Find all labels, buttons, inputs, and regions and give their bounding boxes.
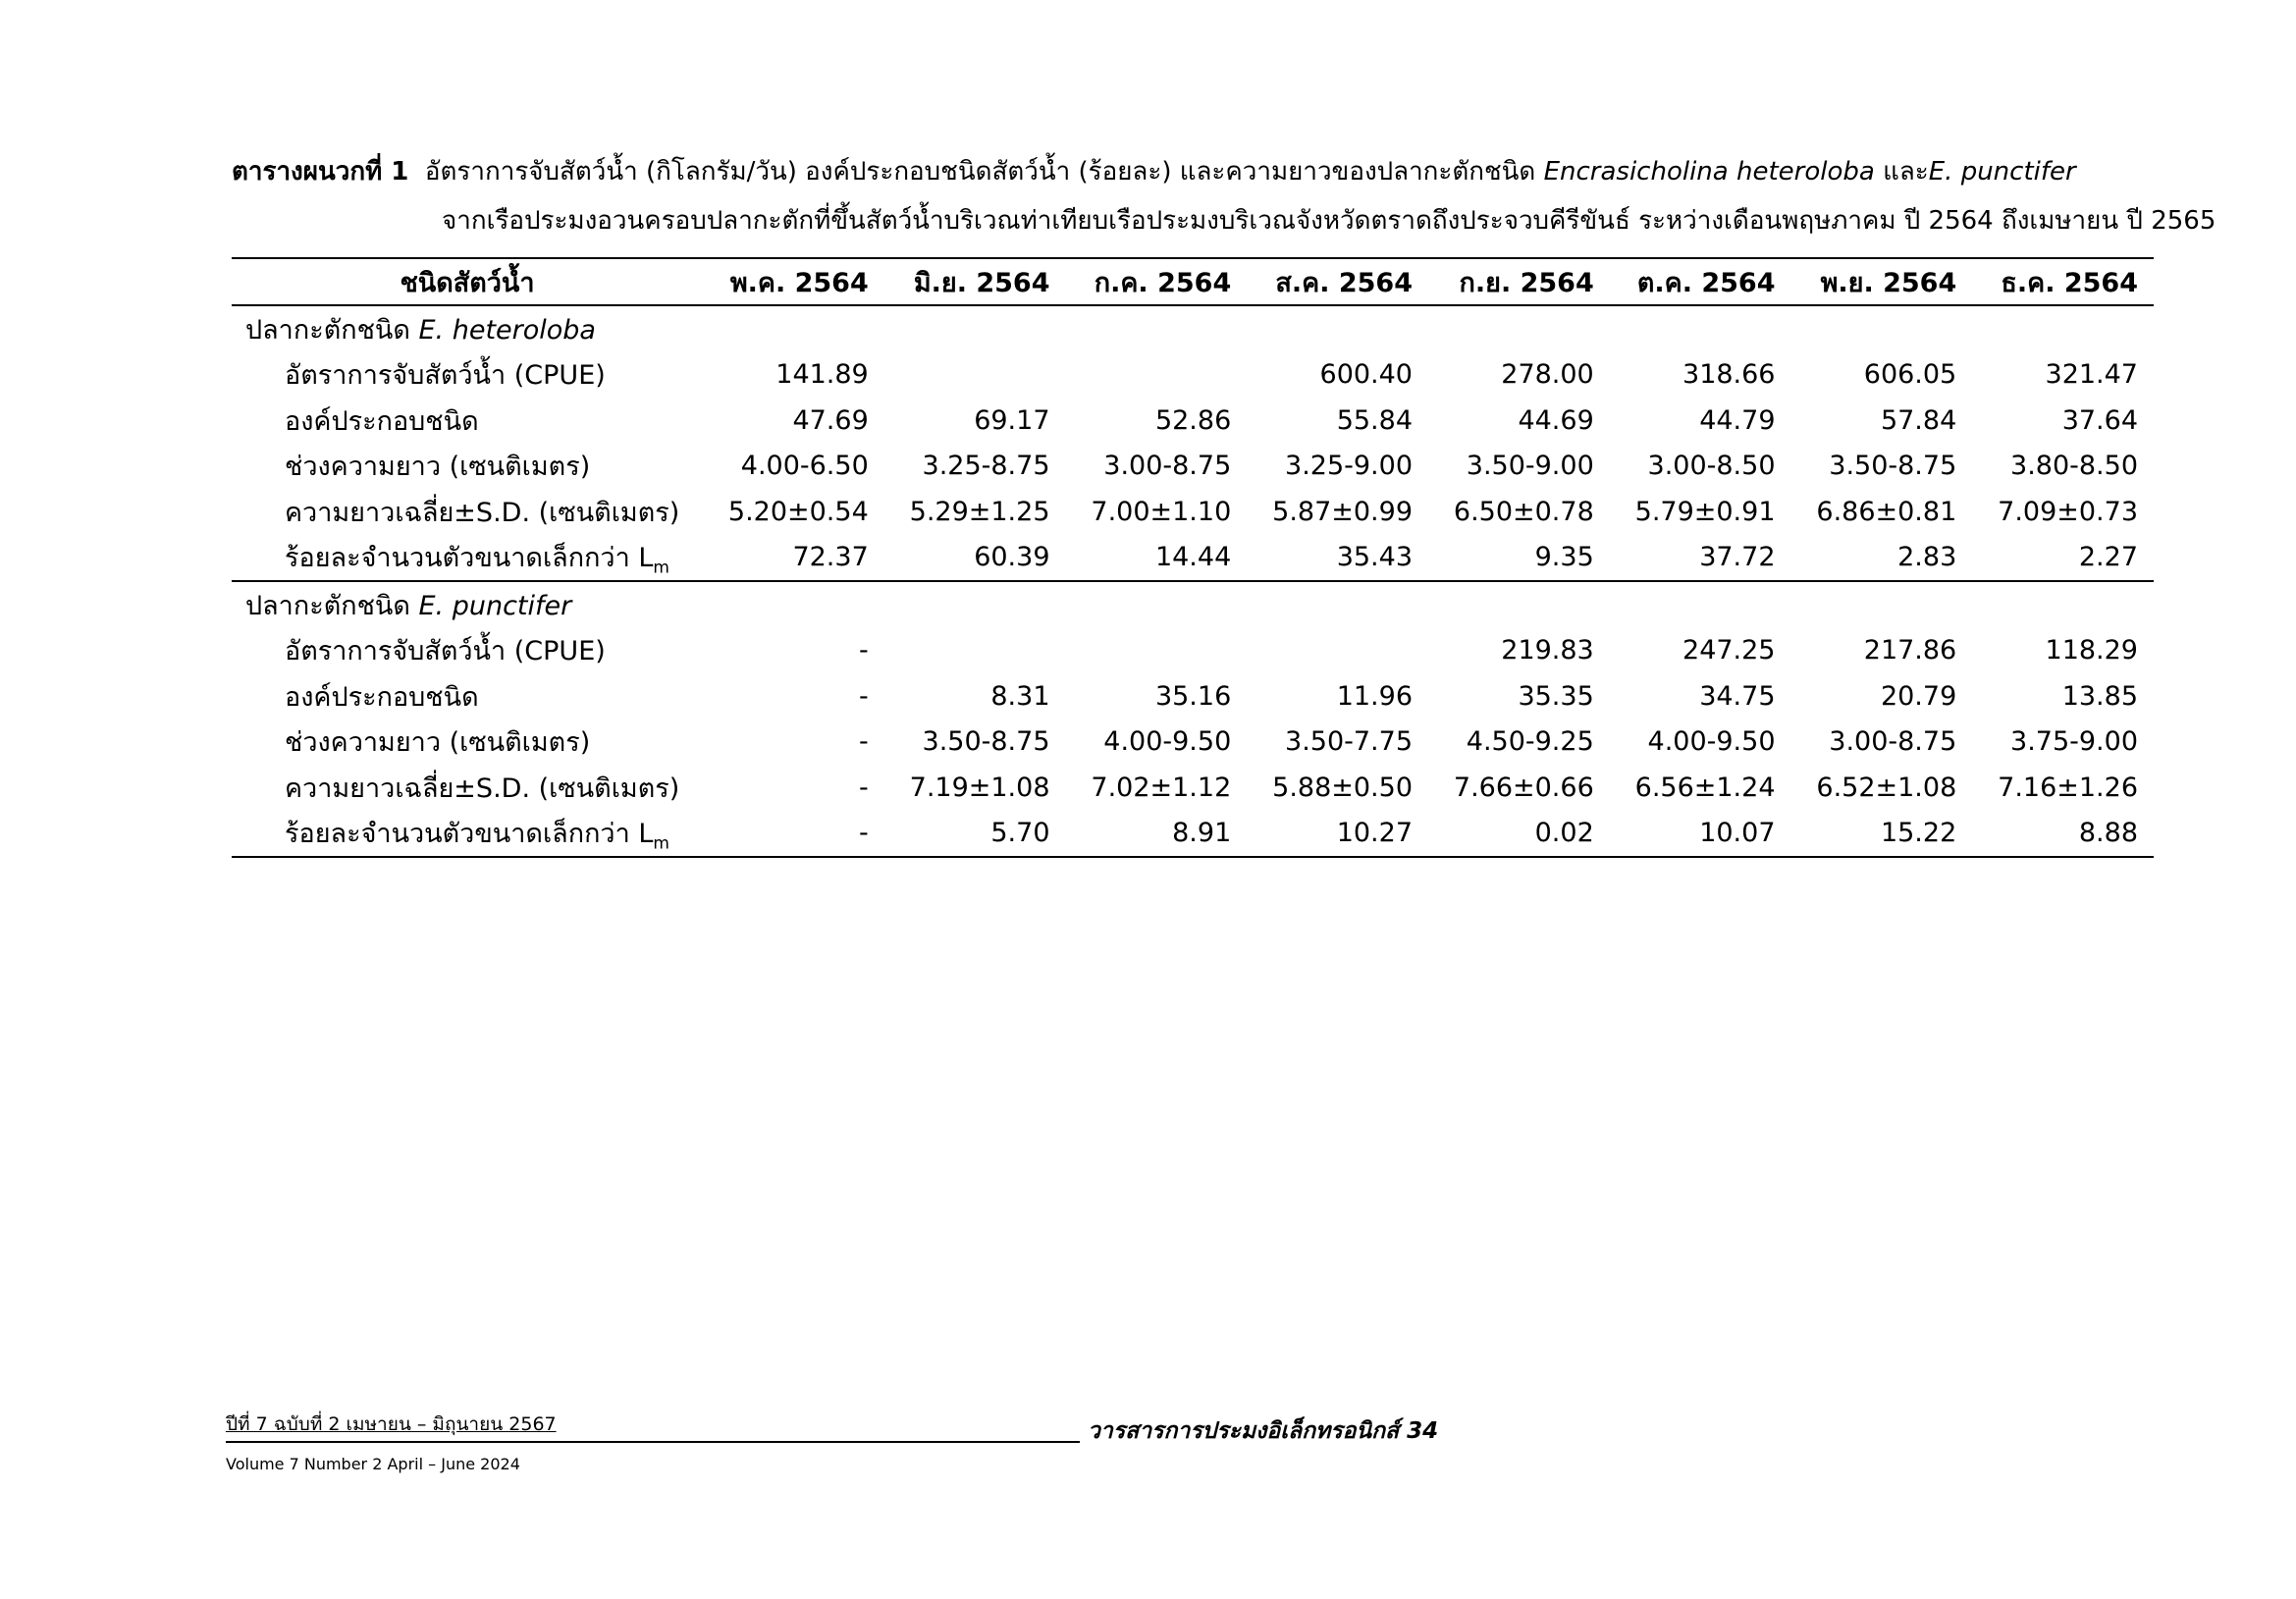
table-cell <box>884 352 1066 399</box>
table-body <box>232 305 2154 857</box>
table-cell: 44.69 <box>1518 404 1594 436</box>
row-label <box>232 489 703 535</box>
caption-line-2: จากเรือประมงอวนครอบปลากะตักที่ขึ้นสัตว์น้ำบริเวณท่าเทียบเรือประมงบริเวณจังหวัดตราดถึงประจวบคีรีขันธ์ ระหว่างเดือนพฤษภาคม ปี 2564 ถึงเมษายน ปี 2565 <box>442 206 2216 236</box>
table-cell: 7.09±0.73 <box>1998 496 2138 527</box>
table-cell: 14.44 <box>1066 535 1248 582</box>
table-cell: 3.00-8.75 <box>1103 451 1232 482</box>
row-label <box>232 352 703 399</box>
row-label-text: ความยาวเฉลี่ย±S.D. (เซนติเมตร) <box>285 497 680 528</box>
table-cell: 600.40 <box>1319 359 1413 391</box>
table-cell: 8.88 <box>1972 811 2154 858</box>
caption-line-1 <box>232 147 2156 196</box>
table-cell: 5.79±0.91 <box>1634 496 1776 527</box>
table-cell: 60.39 <box>884 535 1066 582</box>
caption-label: ตารางผนวกที่ 1 <box>232 157 409 187</box>
table-cell: 69.17 <box>974 404 1050 436</box>
volume-english: Volume 7 Number 2 April – June 2024 <box>226 1455 520 1473</box>
table-cell: 7.66±0.66 <box>1453 772 1594 803</box>
row-label <box>232 628 703 674</box>
row-label <box>232 765 703 811</box>
row-label-text: ร้อยละจำนวนตัวขนาดเล็กกว่า L <box>285 819 654 850</box>
table-cell: 3.50-9.00 <box>1466 451 1594 482</box>
table-cell: 7.02±1.12 <box>1091 772 1232 803</box>
table-row <box>232 535 2154 582</box>
table-cell: - <box>859 680 869 712</box>
table-cell: 11.96 <box>1336 680 1413 712</box>
row-label-text: องค์ประกอบชนิด <box>285 681 479 713</box>
table-cell: 3.00-8.75 <box>1829 726 1957 758</box>
table-cell: - <box>703 811 884 858</box>
table-cell: 219.83 <box>1501 635 1594 666</box>
table-row <box>232 398 2154 444</box>
column-header: ส.ค. 2564 <box>1247 258 1428 305</box>
column-header: พ.ค. 2564 <box>703 258 884 305</box>
column-header: มิ.ย. 2564 <box>884 258 1066 305</box>
table-cell: 47.69 <box>792 404 869 436</box>
table-cell: 5.20±0.54 <box>727 496 869 527</box>
table-cell: 37.64 <box>2061 404 2138 436</box>
row-label-text: อัตราการจับสัตว์น้ำ (CPUE) <box>285 636 606 667</box>
table-cell: 13.85 <box>2061 680 2138 712</box>
row-label <box>232 673 703 720</box>
table-cell: 118.29 <box>2045 635 2138 666</box>
row-label <box>232 535 703 582</box>
table-cell: 318.66 <box>1682 359 1776 391</box>
table-cell: 20.79 <box>1880 680 1957 712</box>
row-label-text: องค์ประกอบชนิด <box>285 405 479 437</box>
table-cell: 3.25-9.00 <box>1285 451 1413 482</box>
table-row <box>232 673 2154 720</box>
table-cell: 7.16±1.26 <box>1998 772 2138 803</box>
row-label-text: ความยาวเฉลี่ย±S.D. (เซนติเมตร) <box>285 773 680 804</box>
table-caption <box>232 147 2216 245</box>
table-cell: 6.86±0.81 <box>1816 496 1957 527</box>
group-prefix: ปลากะตักชนิด <box>245 314 410 346</box>
table-cell: 6.52±1.08 <box>1816 772 1957 803</box>
table-cell: 52.86 <box>1154 404 1232 436</box>
table-cell: 35.35 <box>1518 680 1594 712</box>
table-cell: - <box>859 635 869 666</box>
table-cell: 0.02 <box>1428 811 1610 858</box>
table-cell: 5.70 <box>884 811 1066 858</box>
table-cell: 35.43 <box>1247 535 1428 582</box>
row-label-text: ร้อยละจำนวนตัวขนาดเล็กกว่า L <box>285 543 654 574</box>
table-cell <box>1247 628 1428 674</box>
column-header: ต.ค. 2564 <box>1610 258 1791 305</box>
table-cell: 9.35 <box>1428 535 1610 582</box>
table-cell: 8.31 <box>990 680 1050 712</box>
table-cell: 44.79 <box>1699 404 1776 436</box>
caption-conjunction: และ <box>1883 157 1929 187</box>
table-row <box>232 765 2154 811</box>
table-cell: 55.84 <box>1336 404 1413 436</box>
caption-species-2: E. punctifer <box>1928 157 2076 187</box>
volume-thai: ปีที่ 7 ฉบับที่ 2 เมษายน – มิถุนายน 2567 <box>226 1410 1080 1443</box>
header-row <box>232 258 2154 305</box>
table-cell: 35.16 <box>1154 680 1232 712</box>
table-cell: 606.05 <box>1863 359 1957 391</box>
table-cell: 6.56±1.24 <box>1634 772 1776 803</box>
column-header: ชนิดสัตว์น้ำ <box>232 258 703 305</box>
table-cell: 3.00-8.50 <box>1647 451 1776 482</box>
table-cell: 10.07 <box>1610 811 1791 858</box>
table-cell: 217.86 <box>1863 635 1957 666</box>
row-label <box>232 720 703 766</box>
group-species: E. punctifer <box>418 590 572 621</box>
group-label <box>232 581 2154 628</box>
group-species: E. heteroloba <box>418 314 596 346</box>
table-cell: 3.50-8.75 <box>1829 451 1957 482</box>
table-cell: 2.27 <box>1972 535 2154 582</box>
table-cell: 141.89 <box>775 359 869 391</box>
table-cell: 4.00-9.50 <box>1103 726 1232 758</box>
table-cell: 15.22 <box>1791 811 1973 858</box>
table-cell: 247.25 <box>1682 635 1776 666</box>
table-cell: 4.00-6.50 <box>740 451 869 482</box>
table-cell: - <box>859 772 869 803</box>
column-header: ก.ค. 2564 <box>1066 258 1248 305</box>
table-cell: 7.19±1.08 <box>909 772 1050 803</box>
table-cell: 3.50-7.75 <box>1285 726 1413 758</box>
column-header: พ.ย. 2564 <box>1791 258 1973 305</box>
row-label-text: ช่วงความยาว (เซนติเมตร) <box>285 452 591 483</box>
table-cell: 5.29±1.25 <box>909 496 1050 527</box>
table-row <box>232 628 2154 674</box>
column-header: ก.ย. 2564 <box>1428 258 1610 305</box>
row-label <box>232 811 703 858</box>
table-cell: 278.00 <box>1501 359 1594 391</box>
table-cell: 4.00-9.50 <box>1647 726 1776 758</box>
table-cell: - <box>859 726 869 758</box>
row-label <box>232 398 703 444</box>
table-row <box>232 811 2154 858</box>
group-row <box>232 305 2154 352</box>
table-cell: 6.50±0.78 <box>1453 496 1594 527</box>
row-label-subscript: m <box>653 558 669 578</box>
data-table <box>232 257 2154 858</box>
row-label-text: อัตราการจับสัตว์น้ำ (CPUE) <box>285 360 606 392</box>
row-label <box>232 444 703 490</box>
table-cell: 2.83 <box>1791 535 1973 582</box>
table-cell: 34.75 <box>1699 680 1776 712</box>
table-cell: 321.47 <box>2045 359 2138 391</box>
table-cell: 37.72 <box>1610 535 1791 582</box>
group-row <box>232 581 2154 628</box>
table-row <box>232 352 2154 399</box>
table-cell: 3.50-8.75 <box>922 726 1050 758</box>
table-cell: 7.00±1.10 <box>1091 496 1232 527</box>
table-row <box>232 444 2154 490</box>
table-cell: 5.87±0.99 <box>1272 496 1413 527</box>
table-cell: 5.88±0.50 <box>1272 772 1413 803</box>
table-cell <box>884 628 1066 674</box>
group-label <box>232 305 2154 352</box>
table-cell: 72.37 <box>703 535 884 582</box>
journal-title-page: วารสารการประมงอิเล็กทรอนิกส์ 34 <box>1088 1418 1439 1444</box>
table-cell: 3.25-8.75 <box>922 451 1050 482</box>
table-cell: 3.75-9.00 <box>2010 726 2138 758</box>
table-cell <box>1066 352 1248 399</box>
table-row <box>232 489 2154 535</box>
group-prefix: ปลากะตักชนิด <box>245 590 410 621</box>
footer-volume <box>226 1410 1080 1473</box>
caption-species-1: Encrasicholina heteroloba <box>1543 157 1875 187</box>
table-cell: 8.91 <box>1066 811 1248 858</box>
table-cell <box>1066 628 1248 674</box>
table-cell: 10.27 <box>1247 811 1428 858</box>
table-cell: 57.84 <box>1880 404 1957 436</box>
table-cell: 3.80-8.50 <box>2010 451 2138 482</box>
caption-text: อัตราการจับสัตว์น้ำ (กิโลกรัม/วัน) องค์ประกอบชนิดสัตว์น้ำ (ร้อยละ) และความยาวของปลากะตักชนิด <box>424 157 1536 187</box>
table-row <box>232 720 2154 766</box>
row-label-subscript: m <box>653 833 669 854</box>
column-header: ธ.ค. 2564 <box>1972 258 2154 305</box>
row-label-text: ช่วงความยาว (เซนติเมตร) <box>285 727 591 759</box>
table-cell: 4.50-9.25 <box>1466 726 1594 758</box>
